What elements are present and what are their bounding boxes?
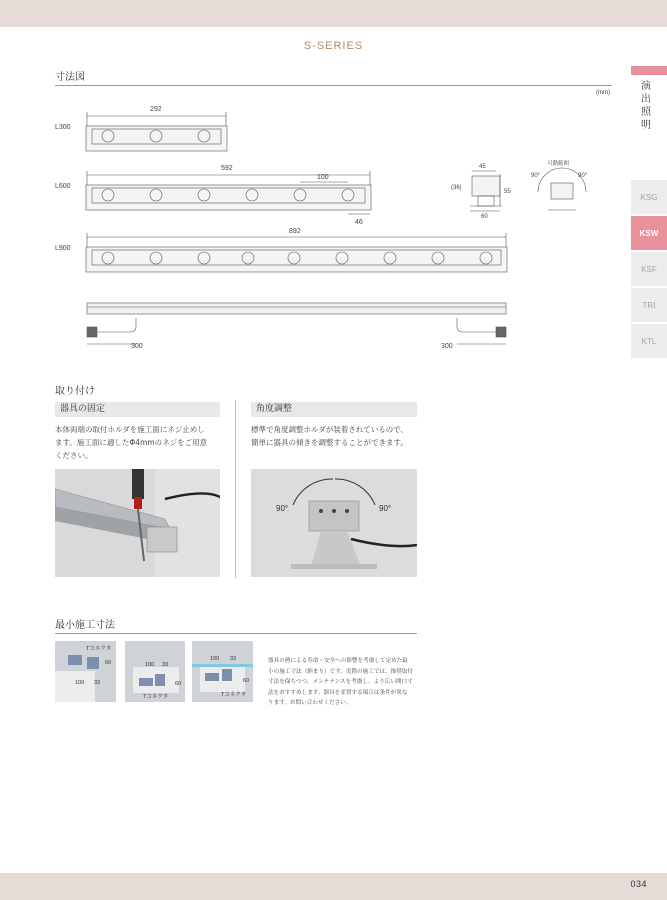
screw [332,509,336,513]
l600-end: 46 [355,219,363,226]
diagram-3-connector-label: Tコネクタ [221,692,247,698]
side-bottom: 60 [481,214,488,220]
diagram-3-h1: 100 [210,656,220,662]
diagram-3-v: 60 [243,678,250,684]
diagram-1-fixture [68,655,82,665]
minimum-diagrams [55,641,255,702]
category-label: 演出照明 [641,81,651,131]
diagram-1-cavity [55,671,95,702]
tab-ktl[interactable]: KTL [631,324,667,358]
side-right: 55 [504,189,511,195]
install-divider [235,400,236,578]
diagram-2-h1: 100 [145,662,155,668]
diagram-3-connector [205,673,219,681]
range-head [551,183,573,199]
angle-left: 90° [276,504,289,513]
minimum-rule [55,633,417,634]
range-left: 90° [531,173,541,179]
fix-text-line: 本体両端の取付ホルダを施工面にネジ止めし [55,425,205,434]
dimensions-title: 寸法図 [55,72,85,83]
minimum-title: 最小施工寸法 [55,620,115,631]
angle-right: 90° [379,504,392,513]
dimension-unit: (mm) [596,90,610,96]
note-line: 器具の熱による寿命・安全への影響を考慮して定めた最 [268,658,408,664]
bottom-band [0,873,667,900]
diagram-2-connector [139,678,153,686]
left-cable-length: 300 [131,343,143,350]
right-connector [496,327,506,337]
fix-text [55,423,225,462]
note-line: ります。お問い合わせください。 [268,700,352,706]
diagram-1-connector [87,657,99,669]
holder-base [291,564,377,569]
l600-length: 592 [221,165,233,172]
range-title: 可動範囲 [547,161,570,167]
profile-bar [87,303,506,314]
range-right: 90° [578,173,588,179]
note-line: 寸法を保ちつつ、メンテナンスを考慮し、より広い開口寸 [268,679,413,685]
diagram-2-v: 60 [175,681,182,687]
sidebar-tabs [631,66,667,360]
tab-ksw[interactable]: KSW [631,216,667,250]
side-top: 45 [479,164,486,170]
side-holder [478,196,494,206]
diagram-1-h1: 100 [75,680,85,686]
fixing-photo [55,469,220,577]
fix-text-line: ください。 [55,451,93,460]
tab-tri[interactable]: TRI [631,288,667,322]
angle-text [251,423,426,449]
tab-ksf[interactable]: KSF [631,252,667,286]
angle-heading: 角度調整 [251,402,417,417]
l600-pitch: 100 [317,174,329,181]
minimum-note [268,656,418,709]
diagram-1-v: 60 [105,660,112,666]
screw [319,509,323,513]
dimension-drawing [0,0,620,360]
category-tab[interactable] [631,66,667,177]
diagram-3-glass [192,664,253,667]
side-head [472,176,500,196]
fix-text-line: ます。施工面に適したΦ4mmのネジをご用意 [55,438,208,447]
diagram-2-h2: 33 [162,662,169,668]
right-cable-length: 300 [441,343,453,350]
diagram-2-connector-label: Tコネクタ [143,694,169,700]
right-cable [457,318,497,332]
l600-body [86,185,371,210]
l600-label: L600 [55,183,71,190]
screw [345,509,349,513]
left-cable [96,318,136,332]
diagram-3-h2: 33 [230,656,237,662]
install-title: 取り付け [55,386,95,397]
page-number: 034 [630,879,647,889]
tab-ksg[interactable]: KSG [631,180,667,214]
screwdriver-grip [134,497,142,509]
diagram-2-fixture [155,674,165,686]
l300-label: L300 [55,124,71,131]
series-title: S-SERIES [303,40,364,52]
screwdriver-handle [132,469,144,499]
diagram-1-h2: 33 [94,680,101,686]
note-line: 小の施工寸法（納まり）です。実際の施工では、推奨取付 [268,668,413,675]
fix-heading: 器具の固定 [55,402,220,417]
left-connector [87,327,97,337]
diagram-1-connector-label: Tコネクタ [86,646,112,652]
angle-text-line: 標準で角度調整ホルダが装着されているので、 [251,425,409,434]
angle-photo [251,469,417,577]
side-left: (36) [451,185,462,191]
diagram-3-fixture [222,669,232,681]
note-line: 法をおすすめします。器具を並置する場合は条件が異な [268,689,408,696]
end-holder [147,527,177,552]
l900-length: 892 [289,228,301,235]
category-accent-bar [631,66,667,75]
angle-text-line: 簡単に器具の傾きを調整することができます。 [251,438,408,447]
l900-label: L900 [55,245,71,252]
l300-length: 292 [150,106,162,113]
holder-plate [309,501,359,531]
